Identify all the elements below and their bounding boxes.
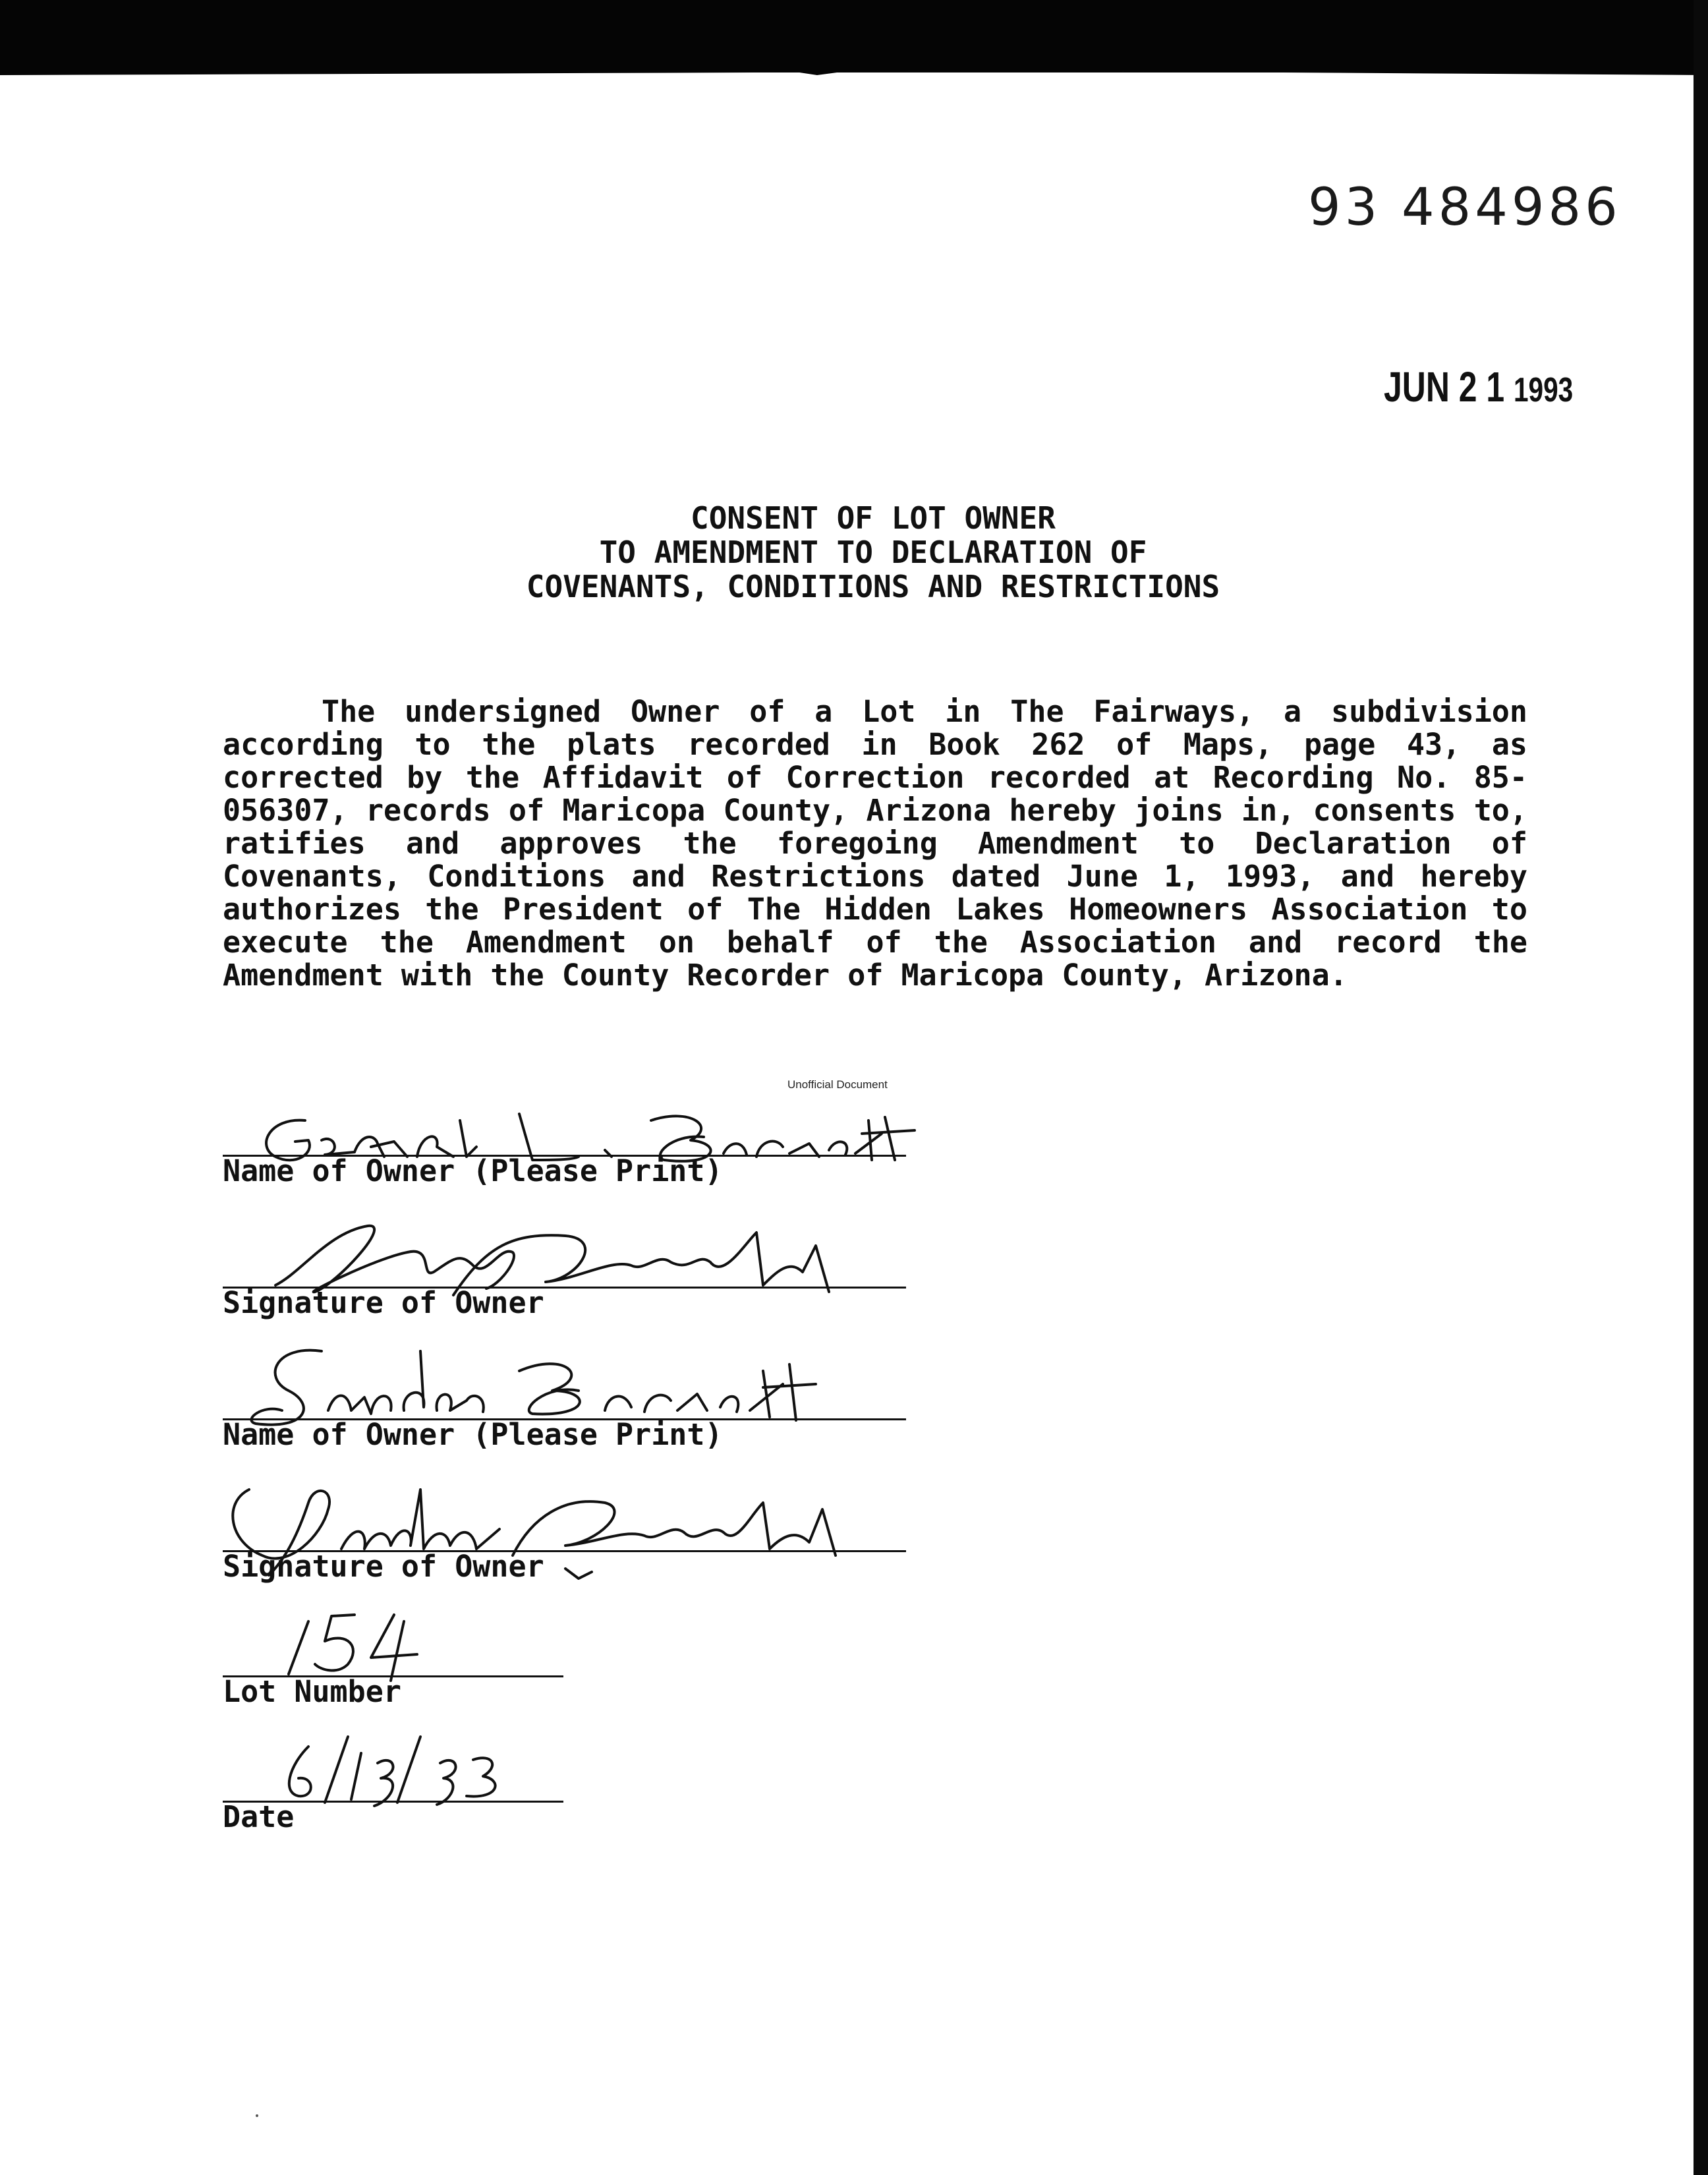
recorded-date-stamp — [1384, 362, 1573, 411]
scan-border-right — [1694, 0, 1708, 2175]
scan-speck — [256, 2114, 258, 2117]
owner2-name-label: Name of Owner (Please Print) — [223, 1417, 723, 1452]
title-line-2: TO AMENDMENT TO DECLARATION OF — [599, 535, 1147, 570]
title-line-1: CONSENT OF LOT OWNER — [691, 500, 1056, 536]
stamp-date-year: 1993 — [1513, 371, 1574, 409]
title-line-3: COVENANTS, CONDITIONS AND RESTRICTIONS — [526, 569, 1220, 604]
recording-number: 93 484986 — [1308, 178, 1622, 237]
owner2-signature-label: Signature of Owner — [223, 1549, 544, 1584]
owner1-name-label: Name of Owner (Please Print) — [223, 1153, 723, 1188]
stamp-date-main: JUN 2 1 — [1384, 363, 1505, 411]
consent-paragraph: The undersigned Owner of a Lot in The Fairways, a subdivision according to the plats recorded in Book 262 of Maps, page 43, as corrected by the Affidavit of Correction recorded at Recording No. 85-056307, records of Maricopa County, Arizona hereby joins in, consents to, ratifies and approves the foregoing Amendment to Declaration of Covenants, Conditions and Restrictions dated June 1, 1993, and hereby authorizes the President of The Hidden Lakes Homeowners Association to execute the Amendment on behalf of the Association and record the Amendment with the County Recorder of Maricopa County, Arizona. — [223, 694, 1527, 993]
owner1-signature-label: Signature of Owner — [223, 1285, 544, 1320]
scan-border-top — [0, 0, 1708, 72]
date-handwriting — [262, 1727, 539, 1812]
date-label: Date — [223, 1799, 295, 1834]
unofficial-document-watermark: Unofficial Document — [787, 1078, 888, 1091]
lot-number-label: Lot Number — [223, 1674, 401, 1709]
scan-torn-edge — [0, 66, 1708, 82]
document-title — [435, 501, 1311, 604]
